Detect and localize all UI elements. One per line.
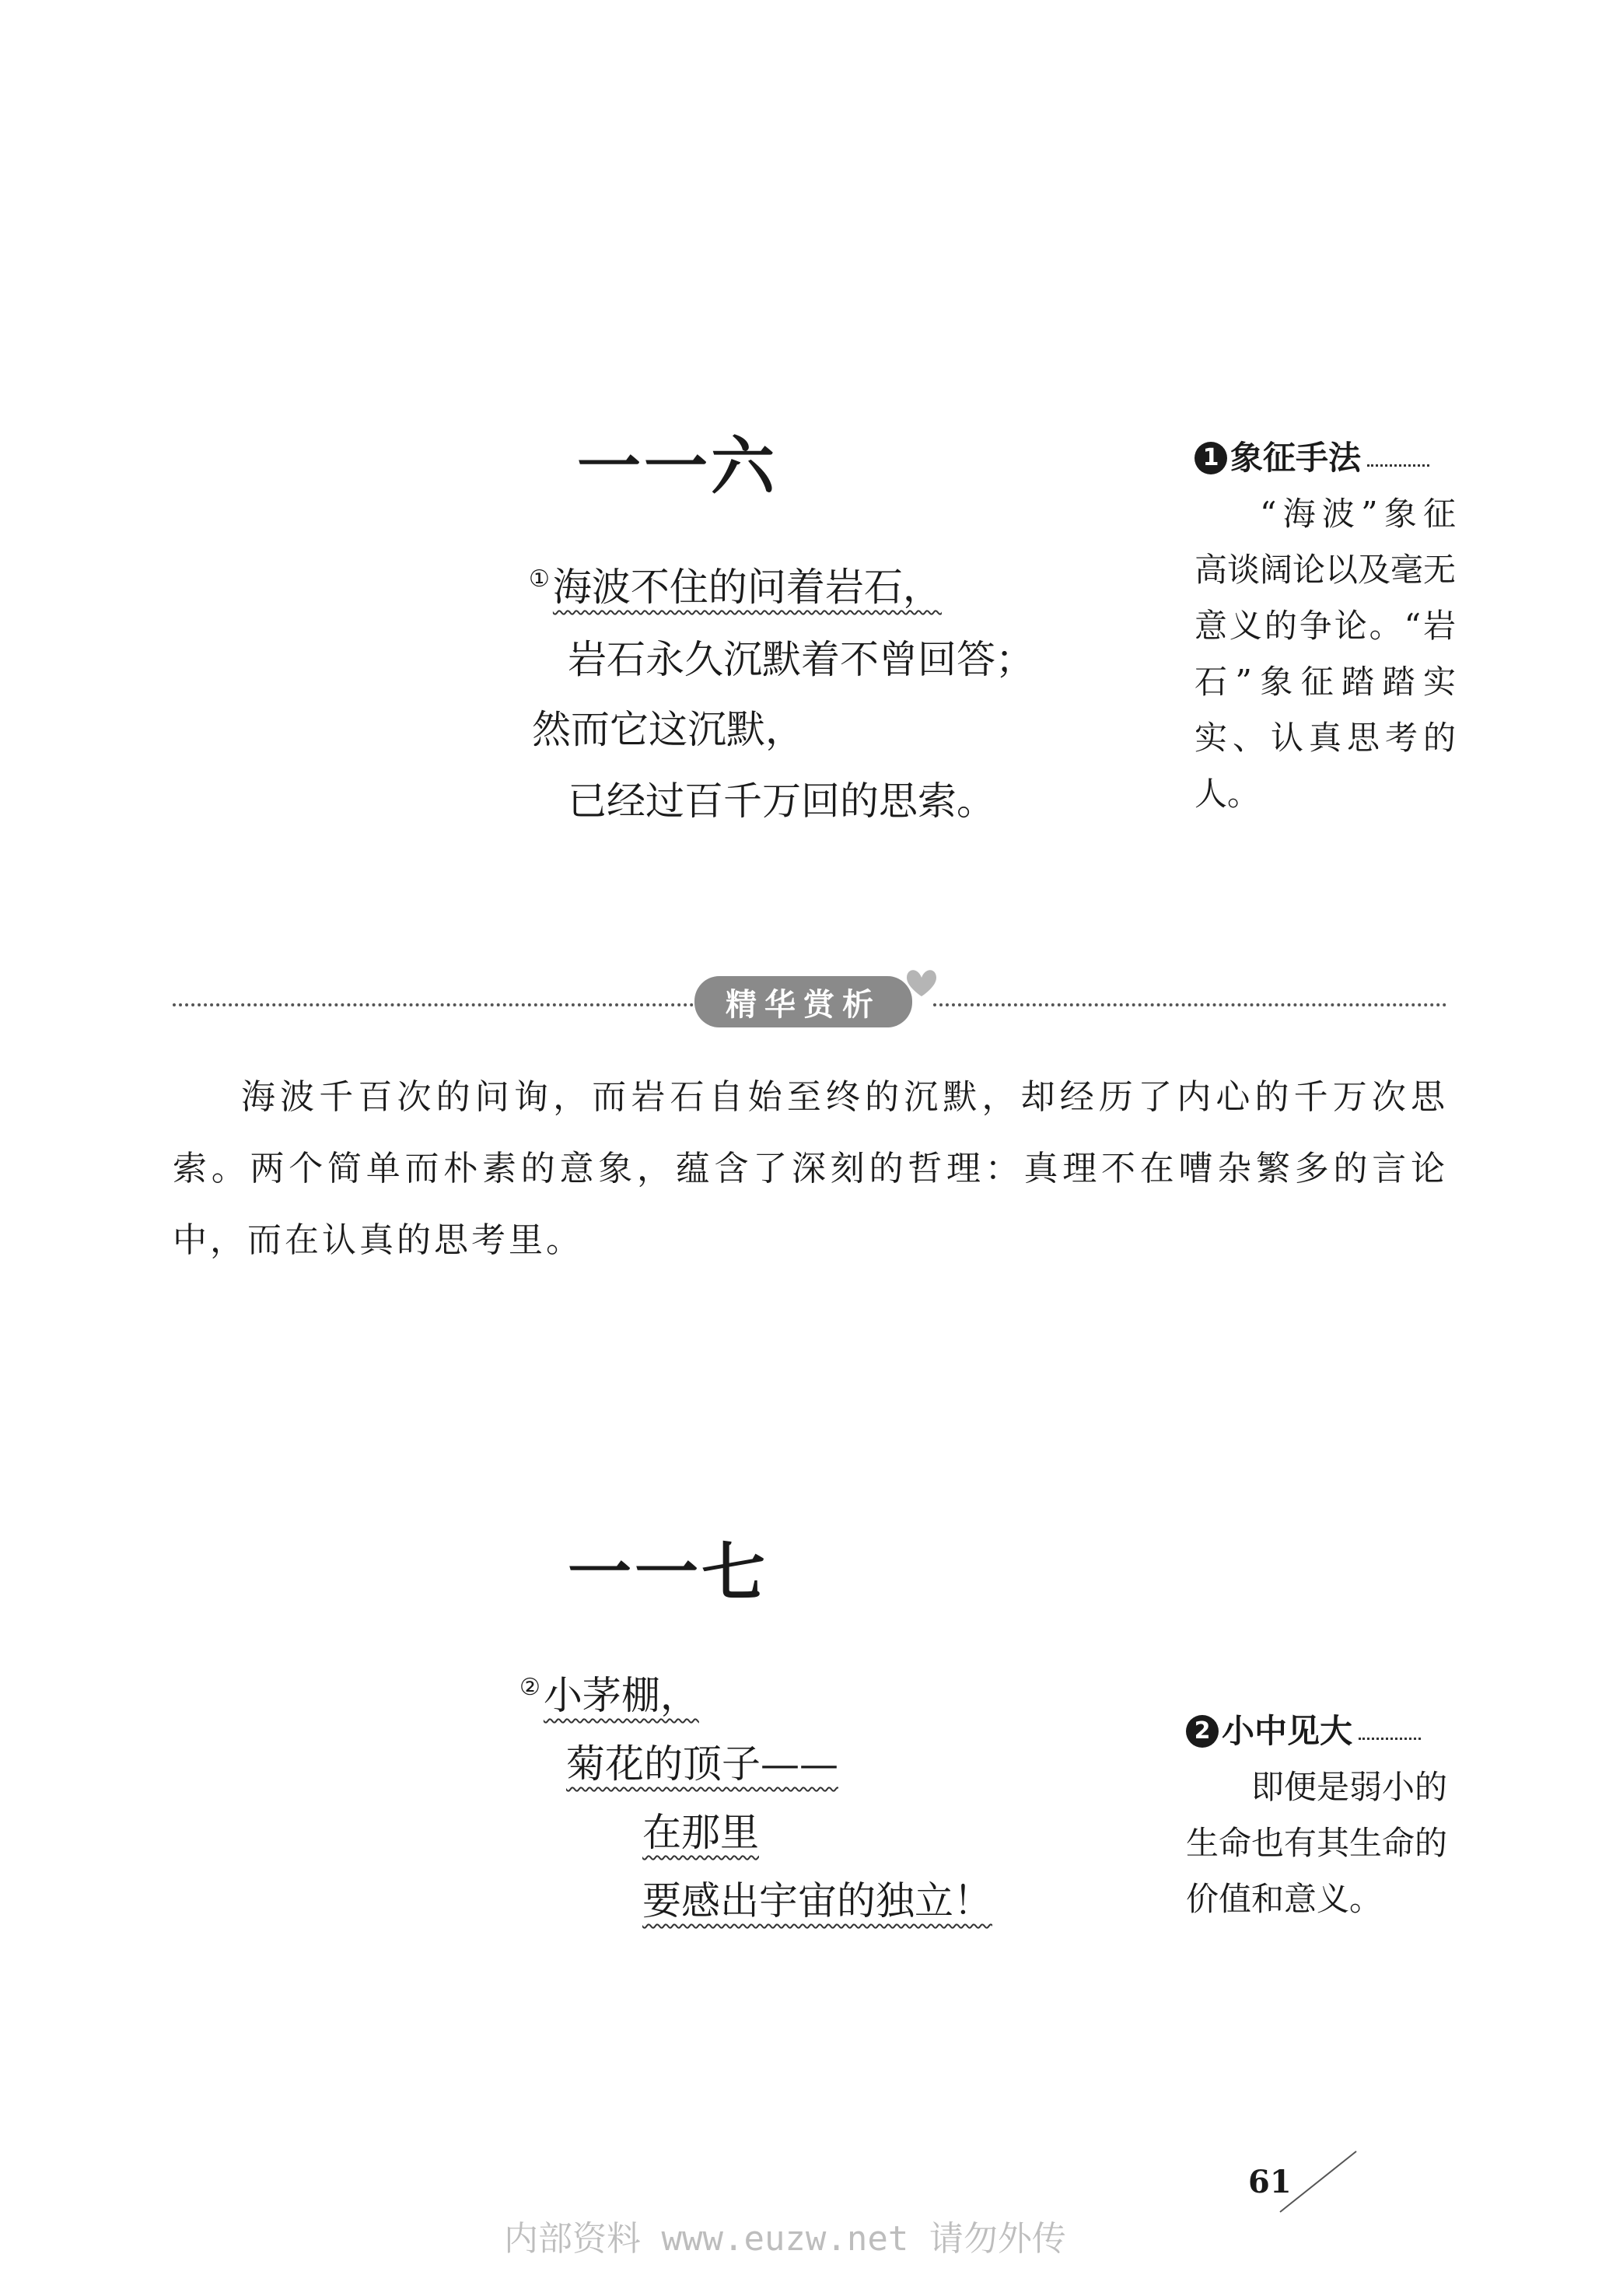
divider-right [933, 1003, 1446, 1006]
poem2-line-2-text: 菊花的顶子—— [566, 1741, 838, 1787]
poem2-line-4-text: 要感出宇宙的独立！ [642, 1878, 992, 1923]
number-badge-2-icon: 2 [1186, 1715, 1219, 1748]
poem2-line-3-text: 在那里 [642, 1810, 759, 1855]
poem2-line-1-text: 小茅棚， [543, 1673, 699, 1718]
number-badge-1-icon: 1 [1195, 442, 1227, 474]
poem-line-4: 已经过百千万回的思索。 [568, 779, 995, 824]
margin-note-2-heading [1186, 1712, 1421, 1750]
dotted-leader [1367, 450, 1429, 467]
margin-note-1-body: “海波”象征高谈阔论以及毫无意义的争论。“岩石”象征踏踏实实、认真思考的人。 [1195, 495, 1457, 813]
poem-line-1-text: 海波不住的问着岩石， [552, 565, 942, 610]
page-number: 61 [1248, 2164, 1292, 2200]
essence-paragraph: 海波千百次的问询，而岩石自始至终的沉默，却经历了内心的千万次思索。两个简单而朴素的意象，蕴含了深刻的哲理：真理不在嘈杂繁多的言论中，而在认真的思考里。 [173, 1077, 1448, 1260]
note-marker-1: ① [529, 565, 550, 593]
poem2-line-2 [566, 1741, 838, 1787]
dotted-leader [1359, 1724, 1421, 1740]
poem-line-3: 然而它这沉默， [532, 707, 804, 752]
poem2-line-4 [642, 1878, 992, 1924]
essence-tag: 精华赏析 [694, 976, 912, 1027]
poem2-line-3 [642, 1809, 759, 1856]
poem-line-2: 岩石永久沉默着不曾回答； [568, 637, 1034, 682]
margin-note-1-heading [1195, 439, 1429, 477]
margin-note-1-title: 象征手法 [1230, 439, 1362, 477]
section-title-117: 一一七 [568, 1536, 769, 1610]
poem-line-1 [529, 564, 942, 611]
watermark: 内部资料 www.euzw.net 请勿外传 [504, 2219, 1066, 2259]
margin-note-2-body: 即便是弱小的生命也有其生命的价值和意义。 [1186, 1768, 1448, 1918]
section-title-116: 一一六 [577, 430, 778, 504]
note-marker-2: ② [519, 1674, 540, 1702]
divider-left [173, 1003, 694, 1006]
margin-note-2-title: 小中见大 [1222, 1712, 1353, 1750]
corner-slash-icon [1275, 2147, 1361, 2217]
poem2-line-1 [519, 1672, 699, 1719]
